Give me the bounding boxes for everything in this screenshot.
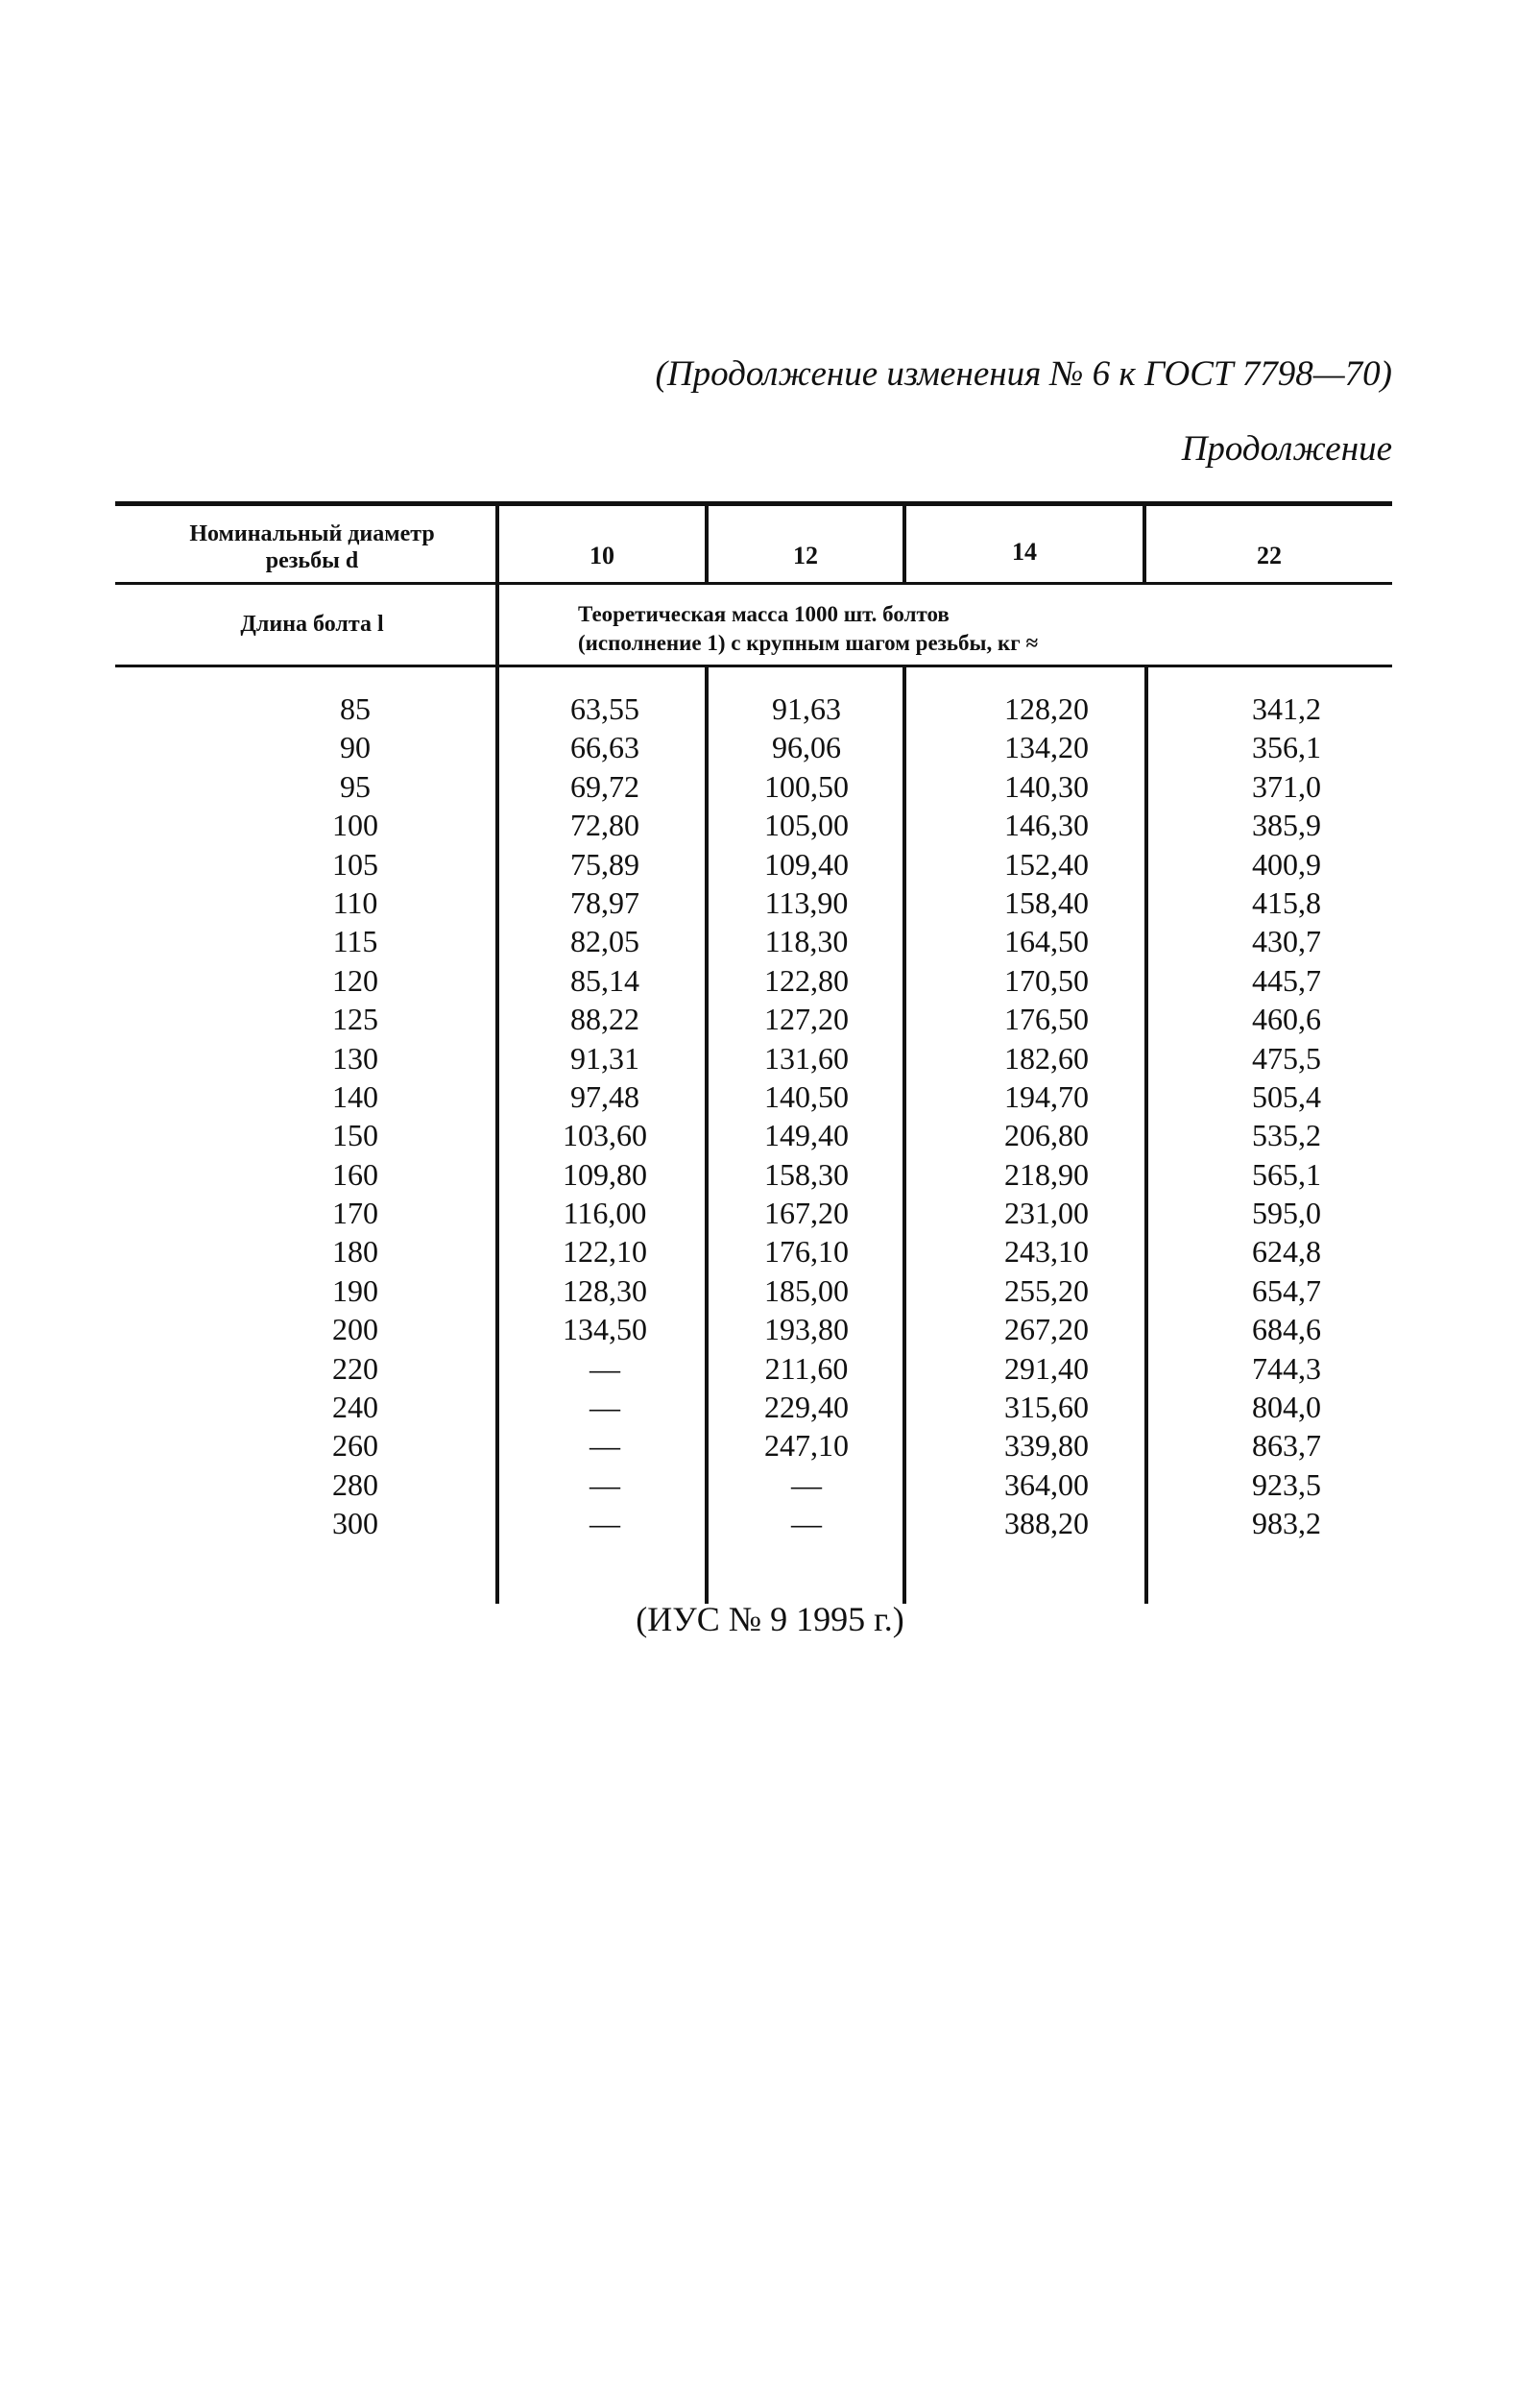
mass-cell: 176,50 [1004,1002,1089,1037]
mass-cell: 339,80 [1004,1428,1089,1464]
mass-cell: 206,80 [1004,1118,1089,1153]
mass-cell: 229,40 [764,1390,849,1425]
mass-cell: 85,14 [570,962,639,998]
mass-cell: — [590,1428,620,1464]
bolt-length-cell: 85 [340,691,371,726]
mass-cell: 983,2 [1252,1506,1321,1541]
mass-cell: 97,48 [570,1078,639,1114]
mass-cell: 211,60 [764,1350,849,1386]
mass-cell: 164,50 [1004,924,1089,959]
mass-cell: 96,06 [772,730,841,765]
mass-cell: 385,9 [1252,808,1321,843]
table-row [115,1194,1392,1232]
mass-cell: 415,8 [1252,884,1321,920]
mass-cell: 535,2 [1252,1118,1321,1153]
mass-cell: 127,20 [764,1002,849,1037]
table-row [115,767,1392,806]
table-row [115,1077,1392,1116]
table-row [115,961,1392,1000]
mass-description-line1: Теоретическая масса 1000 шт. болтов [578,602,950,626]
mass-cell: — [590,1506,620,1541]
table-row [115,1039,1392,1077]
footer-note: (ИУС № 9 1995 г.) [636,1600,904,1638]
table-row [115,690,1392,728]
mass-cell: 152,40 [1004,846,1089,882]
size-header-10: 10 [590,542,614,569]
mass-cell: 923,5 [1252,1466,1321,1502]
table-row [115,1155,1392,1194]
bolt-length-cell: 150 [332,1118,378,1153]
mass-cell: 91,31 [570,1040,639,1076]
mass-cell: 218,90 [1004,1156,1089,1192]
bolt-length-cell: 260 [332,1428,378,1464]
mass-cell: 72,80 [570,808,639,843]
mass-description-line2: (исполнение 1) с крупным шагом резьбы, кг ≈ [578,631,1039,655]
size-header-14: 14 [1012,538,1037,566]
mass-cell: — [590,1466,620,1502]
mass-cell: 103,60 [563,1118,647,1153]
table-row [115,1310,1392,1348]
mass-cell: 430,7 [1252,924,1321,959]
bolt-length-cell: 280 [332,1466,378,1502]
table-row [115,845,1392,883]
mass-cell: 684,6 [1252,1312,1321,1347]
table-body [115,690,1392,1543]
mass-cell: 624,8 [1252,1234,1321,1270]
mass-cell: 113,90 [764,884,849,920]
bolt-length-cell: 240 [332,1390,378,1425]
bolt-length-cell: 110 [332,884,378,920]
mass-cell: 109,80 [563,1156,647,1192]
mass-cell: 118,30 [764,924,849,959]
mass-cell: — [791,1466,822,1502]
mass-cell: 505,4 [1252,1078,1321,1114]
bolt-length-cell: 95 [340,768,371,804]
mass-cell: 131,60 [764,1040,849,1076]
mass-cell: 167,20 [764,1196,849,1231]
size-header-12: 12 [793,542,818,569]
mass-cell: 134,50 [563,1312,647,1347]
document-title: (Продолжение изменения № 6 к ГОСТ 7798—70) [655,354,1392,394]
mass-cell: 140,50 [764,1078,849,1114]
mass-cell: 400,9 [1252,846,1321,882]
bolt-length-cell: 220 [332,1350,378,1386]
mass-cell: 247,10 [764,1428,849,1464]
mass-cell: 255,20 [1004,1272,1089,1308]
bolt-length-cell: 300 [332,1506,378,1541]
mass-cell: 158,30 [764,1156,849,1192]
size-header-22: 22 [1257,542,1282,569]
mass-cell: 128,30 [563,1272,647,1308]
mass-cell: 863,7 [1252,1428,1321,1464]
mass-cell: 69,72 [570,768,639,804]
table-row [115,728,1392,766]
table-row [115,883,1392,922]
mass-cell: 744,3 [1252,1350,1321,1386]
table-row [115,1426,1392,1464]
mass-cell: 194,70 [1004,1078,1089,1114]
mass-cell: 654,7 [1252,1272,1321,1308]
bolt-length-cell: 190 [332,1272,378,1308]
bolt-length-header: Длина болта l [240,612,384,637]
continuation-label: Продолжение [1181,429,1392,469]
bolt-length-cell: 105 [332,846,378,882]
table-row [115,1116,1392,1154]
table-row [115,1000,1392,1038]
mass-cell: 116,00 [563,1196,647,1231]
bolt-length-cell: 100 [332,808,378,843]
bolt-length-cell: 130 [332,1040,378,1076]
table-row [115,1388,1392,1426]
table-header-rule [115,582,1392,585]
bolt-mass-table [115,501,1392,1604]
mass-cell: 595,0 [1252,1196,1321,1231]
mass-cell: 149,40 [764,1118,849,1153]
mass-cell: 122,10 [563,1234,647,1270]
mass-cell: 388,20 [1004,1506,1089,1541]
mass-cell: 91,63 [772,691,841,726]
mass-cell: 475,5 [1252,1040,1321,1076]
mass-cell: 804,0 [1252,1390,1321,1425]
mass-cell: 364,00 [1004,1466,1089,1502]
mass-cell: — [791,1506,822,1541]
mass-cell: 140,30 [1004,768,1089,804]
mass-cell: 460,6 [1252,1002,1321,1037]
mass-cell: 356,1 [1252,730,1321,765]
mass-cell: 109,40 [764,846,849,882]
mass-cell: 75,89 [570,846,639,882]
mass-cell: 445,7 [1252,962,1321,998]
bolt-length-cell: 160 [332,1156,378,1192]
mass-cell: 371,0 [1252,768,1321,804]
table-row [115,806,1392,844]
mass-cell: 88,22 [570,1002,639,1037]
mass-cell: 267,20 [1004,1312,1089,1347]
mass-cell: 82,05 [570,924,639,959]
mass-cell: 176,10 [764,1234,849,1270]
mass-cell: 185,00 [764,1272,849,1308]
bolt-length-cell: 90 [340,730,371,765]
table-row [115,922,1392,960]
nominal-diameter-header: Номинальный диаметр резьбы d [189,521,435,573]
table-body-rule [115,665,1392,667]
mass-cell: 105,00 [764,808,849,843]
mass-cell: 134,20 [1004,730,1089,765]
mass-cell: 243,10 [1004,1234,1089,1270]
bolt-length-cell: 180 [332,1234,378,1270]
mass-cell: 78,97 [570,884,639,920]
bolt-length-cell: 120 [332,962,378,998]
bolt-length-cell: 115 [332,924,378,959]
mass-cell: 170,50 [1004,962,1089,998]
mass-cell: 100,50 [764,768,849,804]
table-row [115,1232,1392,1271]
mass-cell: 182,60 [1004,1040,1089,1076]
mass-cell: 128,20 [1004,691,1089,726]
mass-cell: 341,2 [1252,691,1321,726]
mass-cell: 66,63 [570,730,639,765]
bolt-length-cell: 140 [332,1078,378,1114]
table-row [115,1271,1392,1310]
table-top-rule [115,501,1392,506]
bolt-length-cell: 200 [332,1312,378,1347]
mass-cell: 146,30 [1004,808,1089,843]
table-row [115,1349,1392,1388]
mass-cell: 193,80 [764,1312,849,1347]
mass-cell: 158,40 [1004,884,1089,920]
table-row [115,1504,1392,1542]
mass-cell: 315,60 [1004,1390,1089,1425]
mass-cell: 291,40 [1004,1350,1089,1386]
table-row [115,1465,1392,1504]
mass-cell: 63,55 [570,691,639,726]
mass-cell: 231,00 [1004,1196,1089,1231]
mass-cell: — [590,1350,620,1386]
mass-cell: — [590,1390,620,1425]
bolt-length-cell: 170 [332,1196,378,1231]
mass-cell: 122,80 [764,962,849,998]
bolt-length-cell: 125 [332,1002,378,1037]
mass-cell: 565,1 [1252,1156,1321,1192]
